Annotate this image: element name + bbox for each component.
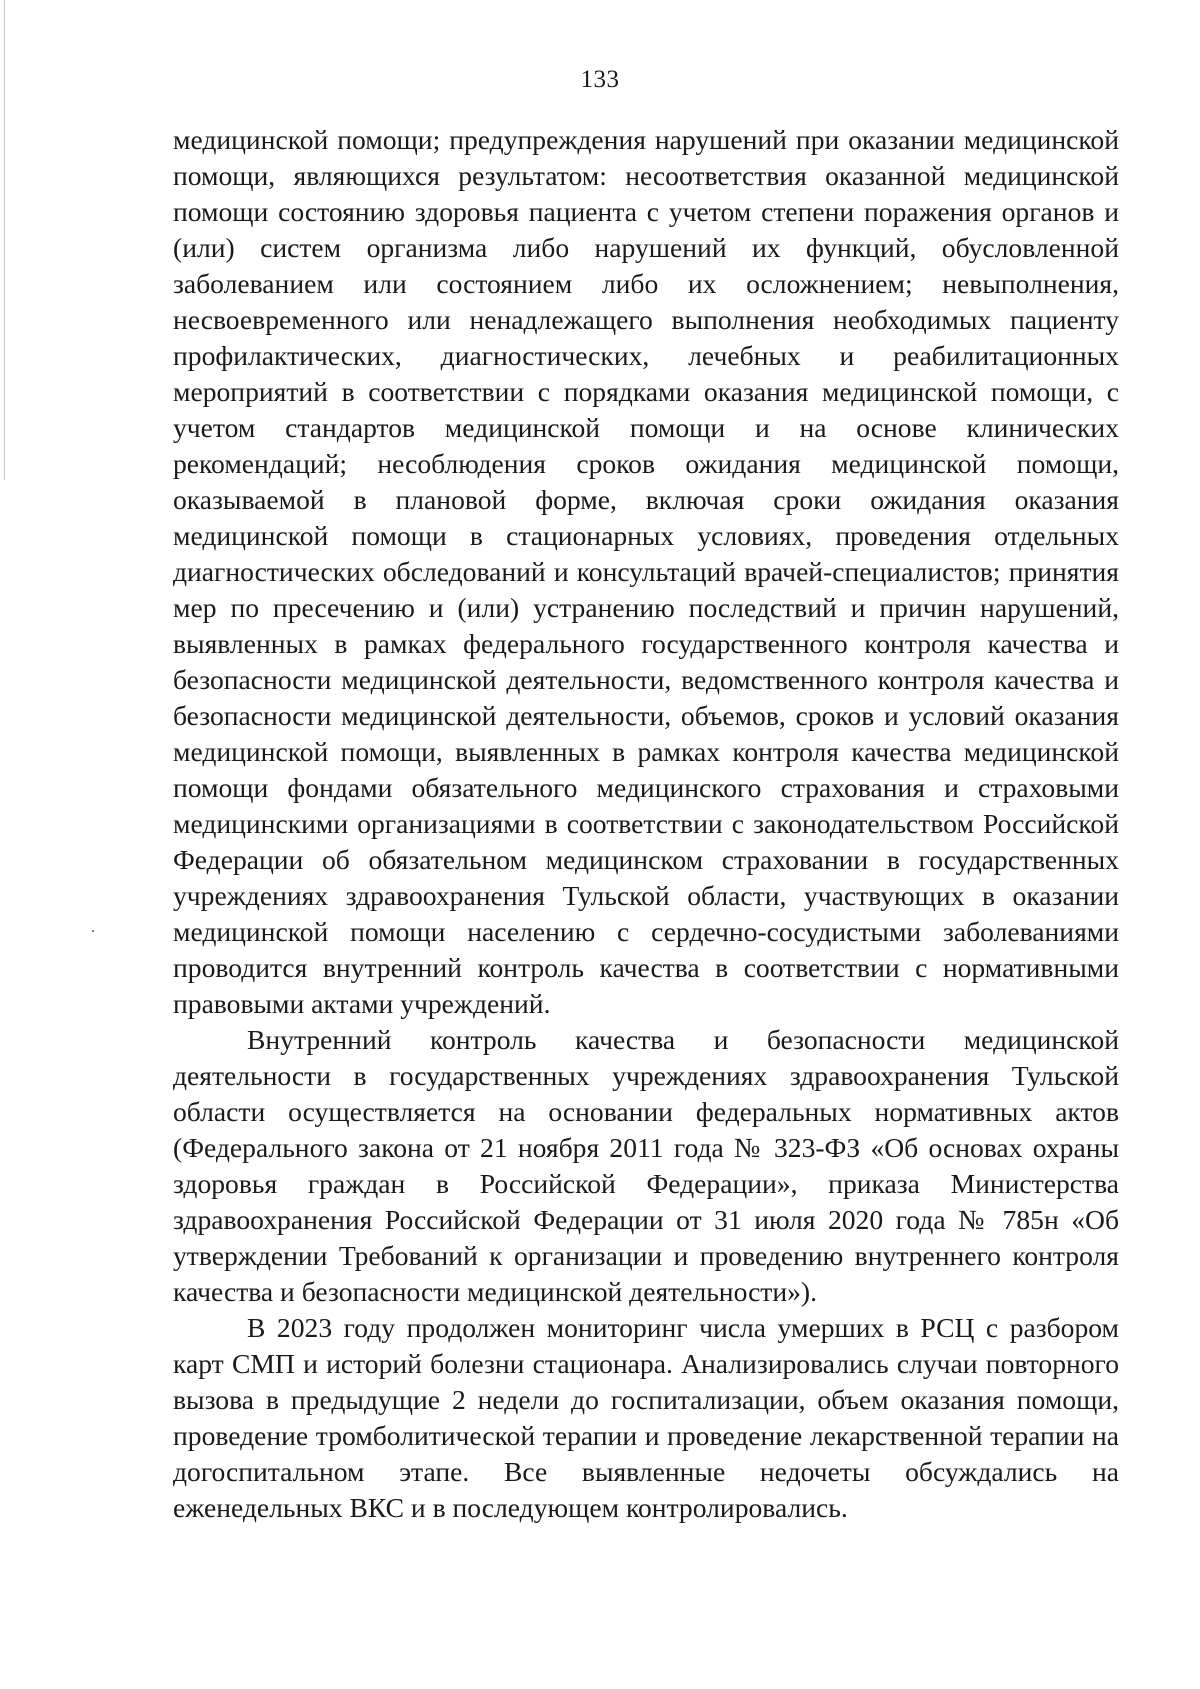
page-number: 133 [580,66,620,93]
paragraph-continuation: медицинской помощи; предупреждения нарушений при оказании медицинской помощи, являющихся результатом: несоответствия оказанной медицинской помощи состоянию здоровья пациента с учетом степени поражения органов и (или) систем организма либо нарушений их функций, обусловленной заболеванием или состоянием либо их осложнением; невыполнения, несвоевременного или ненадлежащего выполнения необходимых пациенту профилактических, диагностических, лечебных и реабилитационных мероприятий в соответствии с порядками оказания медицинской помощи, с учетом стандартов медицинской помощи и на основе клинических рекомендаций; несоблюдения сроков ожидания медицинской помощи, оказываемой в плановой форме, включая сроки ожидания оказания медицинской помощи в стационарных условиях, проведения отдельных диагностических обследований и консультаций врачей-специалистов; принятия мер по пресечению и (или) устранению последствий и причин нарушений, выявленных в рамках федерального государственного контроля качества и безопасности медицинской деятельности, ведомственного контроля качества и безопасности медицинской деятельности, объемов, сроков и условий оказания медицинской помощи, выявленных в рамках контроля качества медицинской помощи фондами обязательного медицинского страхования и страховыми медицинскими организациями в соответствии с законодательством Российской Федерации об обязательном медицинском страховании в государственных учреждениях здравоохранения Тульской области, участвующих в оказании медицинской помощи населению с сердечно-сосудистыми заболеваниями проводится внутренний контроль качества в соответствии с нормативными правовыми актами учреждений. [173,124,1119,1019]
paragraph-monitoring-2023: В 2023 году продолжен мониторинг числа умерших в РСЦ с разбором карт СМП и историй болезни стационара. Анализировались случаи повторного вызова в предыдущие 2 недели до госпитализации, объем оказания помощи, проведение тромболитической терапии и проведение лекарственной терапии на догоспитальном этапе. Все выявленные недочеты обсуждались на еженедельных ВКС и в последующем контролировались. [173,1312,1119,1523]
document-body [173,122,1119,1526]
paragraph-internal-control: Внутренний контроль качества и безопасности медицинской деятельности в государственных учреждениях здравоохранения Тульской области осуществляется на основании федеральных нормативных актов (Федерального закона от 21 ноября 2011 года № 323-ФЗ «Об основах охраны здоровья граждан в Российской Федерации», приказа Министерства здравоохранения Российской Федерации от 31 июля 2020 года № 785н «Об утверждении Требований к организации и проведению внутреннего контроля качества и безопасности медицинской деятельности»). [173,1024,1119,1307]
scan-speck [92,930,94,932]
